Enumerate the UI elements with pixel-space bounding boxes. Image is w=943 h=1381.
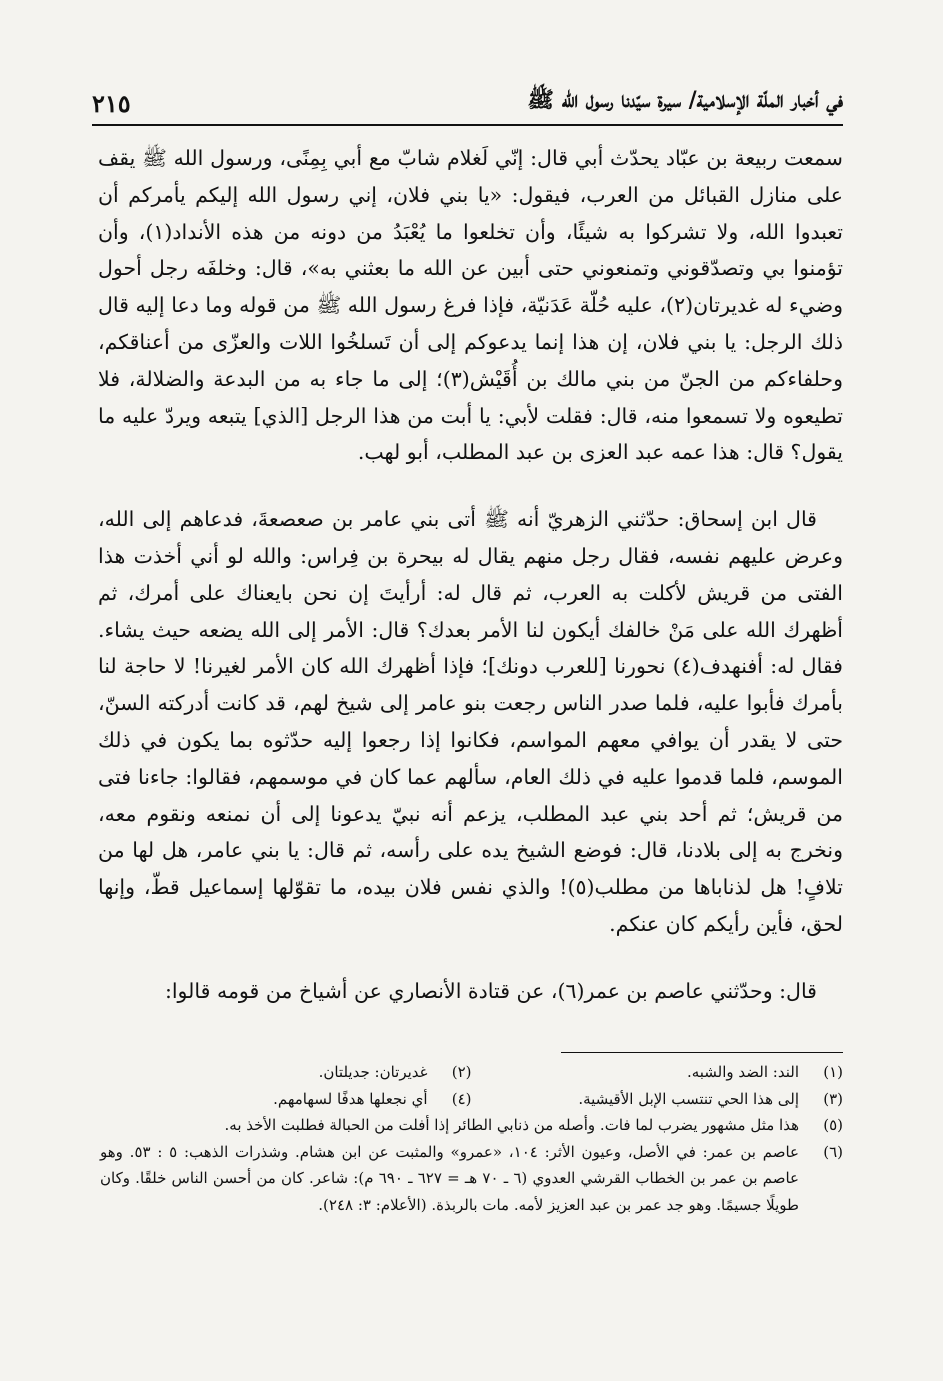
footnote-4 bbox=[100, 1086, 472, 1113]
footnote-number: (٦) bbox=[823, 1142, 843, 1161]
paragraph-ibn-ishaq: قال ابن إسحاق: حدّثني الزهريّ أنه ﷺ أتى بني عامر بن صعصعةَ، فدعاهم إلى الله، وعرض عليهم نفسه، فقال رجل منهم يقال له بيحرة بن فِراس: والله لو أني أخذت هذا الفتى من قريش لأكلت به العرب، ثم قال له: أرأيتَ إن نحن بايعناك على أمرك، ثم أظهرك الله على مَنْ خالفك أيكون لنا الأمر بعدك؟ قال: الأمر إلى الله يضعه حيث يشاء. فقال له: أفنهدف(٤) نحورنا [للعرب دونك]؛ فإذا أظهرك الله كان الأمر لغيرنا! لا حاجة لنا بأمرك فأبوا عليه، فلما صدر الناس رجعت بنو عامر إلى شيخ لهم، قد كانت أدركته السنّ، حتى لا يقدر أن يوافي معهم المواسم، فكانوا إذا رجعوا إليه حدّثوه بما يكون في ذلك الموسم، فلما قدموا عليه في ذلك العام، سألهم عما كان في موسمهم، فقالوا: جاءنا فتى من قريش؛ ثم أحد بني عبد المطلب، يزعم أنه نبيّ يدعونا إلى أن نمنعه ونقوم معه، ونخرج به إلى بلادنا، قال: فوضع الشيخ يده على رأسه، ثم قال: يا بني عامر، هل لها من تلافٍ! هل لذناباها من مطلب(٥)! والذي نفس فلان بيده، ما تقوّلها إسماعيل قطّ، وإنها لحق، فأين رأيكم كان عنكم. bbox=[98, 507, 843, 936]
footnote-5 bbox=[100, 1112, 843, 1139]
paragraph-rabia: سمعت ربيعة بن عبّاد يحدّث أبي قال: إنّي لَغلام شابّ مع أبي بِمِنًى، ورسول الله ﷺ يقف على منازل القبائل من العرب، فيقول: «يا بني فلان، إني رسول الله إليكم يأمركم أن تعبدوا الله، ولا تشركوا به شيئًا، وأن تخلعوا ما يُعْبَدُ من دونه من هذه الأنداد(١)، وأن تؤمنوا بي وتصدّقوني وتمنعوني حتى أبين عن الله ما بعثني به»، قال: وخلفَه رجل أحول وضيء له غديرتان(٢)، عليه حُلّة عَدَنيّة، فإذا فرغ رسول الله ﷺ من قوله وما دعا إليه قال ذلك الرجل: يا بني فلان، إن هذا إنما يدعوكم إلى أن تَسلخُوا اللات والعزّى من أعناقكم، وحلفاءكم من الجنّ من بني مالك بن أُقَيْش(٣)؛ إلى ما جاء به من البدعة والضلالة، فلا تطيعوه ولا تسمعوا منه، قال: فقلت لأبي: يا أبت من هذا الرجل [الذي] يتبعه ويردّ عليه ما يقول؟ قال: هذا عمه عبد العزى بن عبد المطلب، أبو لهب. bbox=[98, 146, 844, 465]
footnote-divider bbox=[561, 1052, 843, 1053]
footnote-row bbox=[100, 1059, 843, 1086]
footnote-number: (٢) bbox=[451, 1063, 472, 1081]
footnote-text: أي نجعلها هدفًا لسهامهم. bbox=[273, 1089, 428, 1108]
footnotes bbox=[100, 1052, 843, 1218]
footnote-text: عاصم بن عمر: في الأصل، وعيون الأثر: ١٠٤، «عمرو» والمثبت عن ابن هشام. وشذرات الذهب: ٥ : ٥٣. وهو عاصم بن عمر بن الخطاب القرشي العدوي (٦ ـ ٧٠ هـ = ٦٢٧ ـ ٦٩٠ م): شاعر. كان من أحسن الناس خلقًا. وكان طويلًا جسيمًا. وهو جد عمر بن عبد العزيز لأمه. مات بالربذة. (الأعلام: ٣: ٢٤٨). bbox=[100, 1142, 799, 1214]
page-number: ٢١٥ bbox=[92, 89, 131, 118]
footnote-number: (١) bbox=[823, 1063, 843, 1081]
footnote-3 bbox=[472, 1086, 844, 1113]
footnote-text: هذا مثل مشهور يضرب لما فات. وأصله من ذنابي الطائر إذا أفلت من الحبالة فطلبت الأخذ به. bbox=[224, 1116, 799, 1134]
footnote-row bbox=[100, 1086, 843, 1113]
footnote-text: غديرتان: جديلتان. bbox=[318, 1063, 428, 1081]
footnote-1 bbox=[472, 1059, 844, 1086]
footnote-2 bbox=[100, 1059, 472, 1086]
footnote-number: (٥) bbox=[823, 1116, 843, 1134]
footnote-text: إلى هذا الحي تنتسب الإبل الأقيشية. bbox=[578, 1089, 799, 1108]
footnote-text: الند: الضد والشبه. bbox=[686, 1063, 799, 1081]
paragraph-asim: قال: وحدّثني عاصم بن عمر(٦)، عن قتادة الأنصاري عن أشياخ من قومه قالوا: bbox=[164, 978, 817, 1003]
footnote-6 bbox=[100, 1139, 843, 1219]
running-title: في أخبار الملّة الإسلامية/ سيرة سيّدنا رسول الله ﷺ bbox=[527, 87, 843, 113]
footnote-number: (٣) bbox=[823, 1089, 843, 1108]
page-header bbox=[92, 78, 843, 126]
main-text bbox=[98, 140, 843, 1010]
footnote-number: (٤) bbox=[451, 1089, 472, 1108]
